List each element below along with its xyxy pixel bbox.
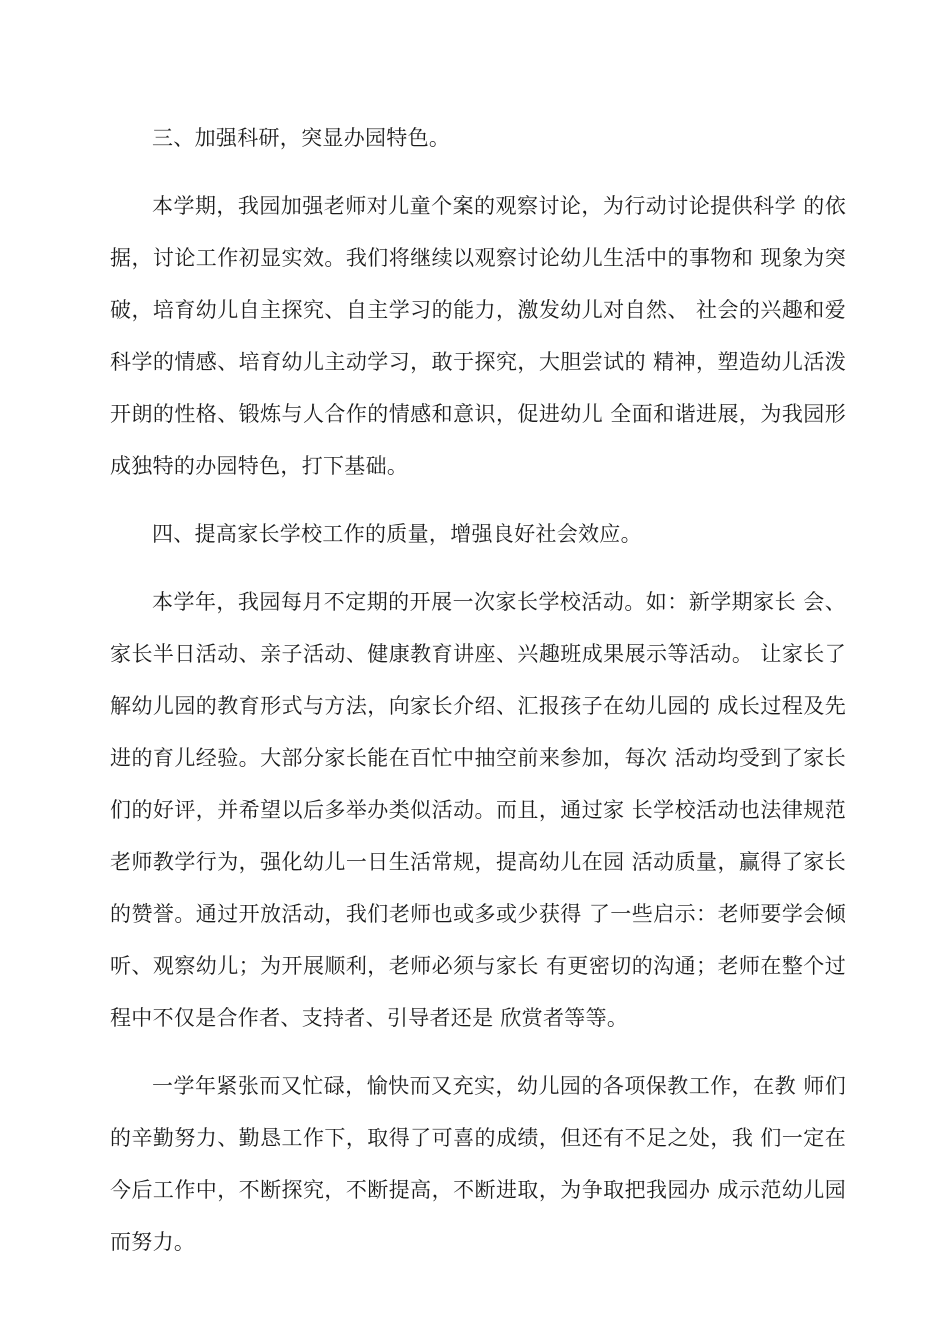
- body-paragraph-parent-school: 本学年，我园每月不定期的开展一次家长学校活动。如：新学期家长 会、家长半日活动、亲子活动、健康教育讲座、兴趣班成果展示等活动。 让家长了解幼儿园的教育形式与方法，向家长介绍、汇报孩子在幼儿园的 成长过程及先进的育儿经验。大部分家长能在百忙中抽空前来参加，每次 活动均受到了家长们的好评，并希望以后多举办类似活动。而且，通过家 长学校活动也法律规范老师教学行为，强化幼儿一日生活常规，提高幼儿在园 活动质量，赢得了家长的赞誉。通过开放活动，我们老师也或多或少获得 了一些启示：老师要学会倾听、观察幼儿；为开展顺利，老师必须与家长 有更密切的沟通；老师在整个过程中不仅是合作者、支持者、引导者还是 欣赏者等等。: [110, 590, 846, 1030]
- document-page: [110, 112, 846, 1268]
- paragraph-gap: [110, 492, 846, 508]
- section-heading-research: 三、加强科研，突显办园特色。: [152, 126, 451, 150]
- body-paragraph-research: 本学期，我园加强老师对儿童个案的观察讨论，为行动讨论提供科学 的依据，讨论工作初显实效。我们将继续以观察讨论幼儿生活中的事物和 现象为突破，培育幼儿自主探究、自主学习的能力，激发幼儿对自然、 社会的兴趣和爱科学的情感、培育幼儿主动学习，敢于探究，大胆尝试的 精神，塑造幼儿活泼开朗的性格、锻炼与人合作的情感和意识，促进幼儿 全面和谐进展，为我园形成独特的办园特色，打下基础。: [110, 194, 846, 478]
- body-paragraph-conclusion: 一学年紧张而又忙碌，愉快而又充实，幼儿园的各项保教工作，在教 师们的辛勤努力、勤恳工作下，取得了可喜的成绩，但还有不足之处，我 们一定在今后工作中，不断探究，不断提高，不断进取，为争取把我园办 成示范幼儿园而努力。: [110, 1074, 846, 1254]
- paragraph-gap: [110, 164, 846, 180]
- paragraph-gap: [110, 1044, 846, 1060]
- paragraph-gap: [110, 560, 846, 576]
- section-heading-parent-school: 四、提高家长学校工作的质量，增强良好社会效应。: [152, 522, 642, 546]
